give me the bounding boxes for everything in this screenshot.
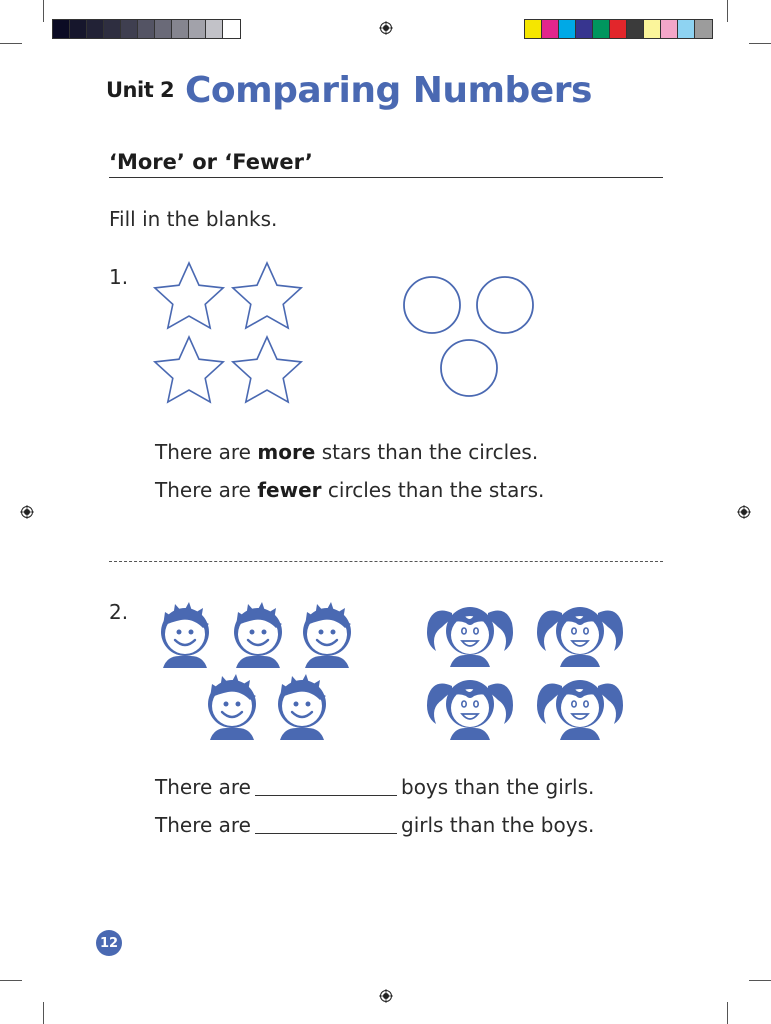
grey-swatch [70,20,87,38]
girl-icon [537,680,623,740]
sentence-prefix: There are [155,813,251,837]
page-title: Comparing Numbers [185,70,592,111]
star-icon [233,263,301,328]
section-underline [109,177,663,178]
grey-swatch [53,20,70,38]
sentence-prefix: There are [155,775,251,799]
sentence-prefix: There are [155,478,251,502]
circle-icon [441,340,497,396]
star-icon [155,337,223,402]
color-swatch [661,20,678,38]
color-swatch [576,20,593,38]
color-swatch [525,20,542,38]
circle-icon [404,277,460,333]
answer-text: fewer [257,478,322,502]
sentence-prefix: There are [155,440,251,464]
circle-icon [477,277,533,333]
grey-swatch [206,20,223,38]
answer-text: more [257,440,316,464]
registration-mark-icon [737,505,751,519]
question-number: 1. [109,265,129,289]
boy-icon [278,674,326,740]
girl-icon [427,607,513,667]
question-2-picture [150,595,640,745]
color-swatch [644,20,661,38]
girl-icon [427,680,513,740]
grey-swatch [87,20,104,38]
question-2-sentence-2 [155,813,594,837]
grey-swatch [138,20,155,38]
grey-swatch [155,20,172,38]
girl-icon [537,607,623,667]
question-1-sentence-2 [155,478,544,502]
dashed-divider [109,561,663,562]
question-number: 2. [109,600,129,624]
question-2-sentence-1 [155,775,594,799]
star-icon [233,337,301,402]
grey-swatch [104,20,121,38]
color-swatch [678,20,695,38]
color-calibration-bar [524,19,713,39]
boy-icon [208,674,256,740]
registration-mark-icon [379,21,393,35]
sentence-suffix: circles than the stars. [327,478,545,502]
boy-icon [234,602,282,668]
color-swatch [593,20,610,38]
grey-swatch [172,20,189,38]
section-title: ‘More’ or ‘Fewer’ [109,150,313,174]
boy-icon [303,602,351,668]
unit-label: Unit 2 [106,78,175,102]
instructions: Fill in the blanks. [109,207,278,231]
registration-mark-icon [379,989,393,1003]
color-swatch [542,20,559,38]
color-swatch [610,20,627,38]
question-1-sentence-1 [155,440,538,464]
page-number: 12 [96,930,122,956]
boy-icon [161,602,209,668]
color-swatch [627,20,644,38]
sentence-suffix: girls than the boys. [401,813,595,837]
registration-mark-icon [20,505,34,519]
star-icon [155,263,223,328]
answer-blank[interactable] [255,777,397,796]
grey-swatch [223,20,240,38]
color-swatch [559,20,576,38]
sentence-suffix: boys than the girls. [401,775,595,799]
question-1-picture [150,260,550,410]
answer-blank[interactable] [255,815,397,834]
sentence-suffix: stars than the circles. [321,440,539,464]
grey-calibration-bar [52,19,241,39]
grey-swatch [121,20,138,38]
grey-swatch [189,20,206,38]
color-swatch [695,20,712,38]
